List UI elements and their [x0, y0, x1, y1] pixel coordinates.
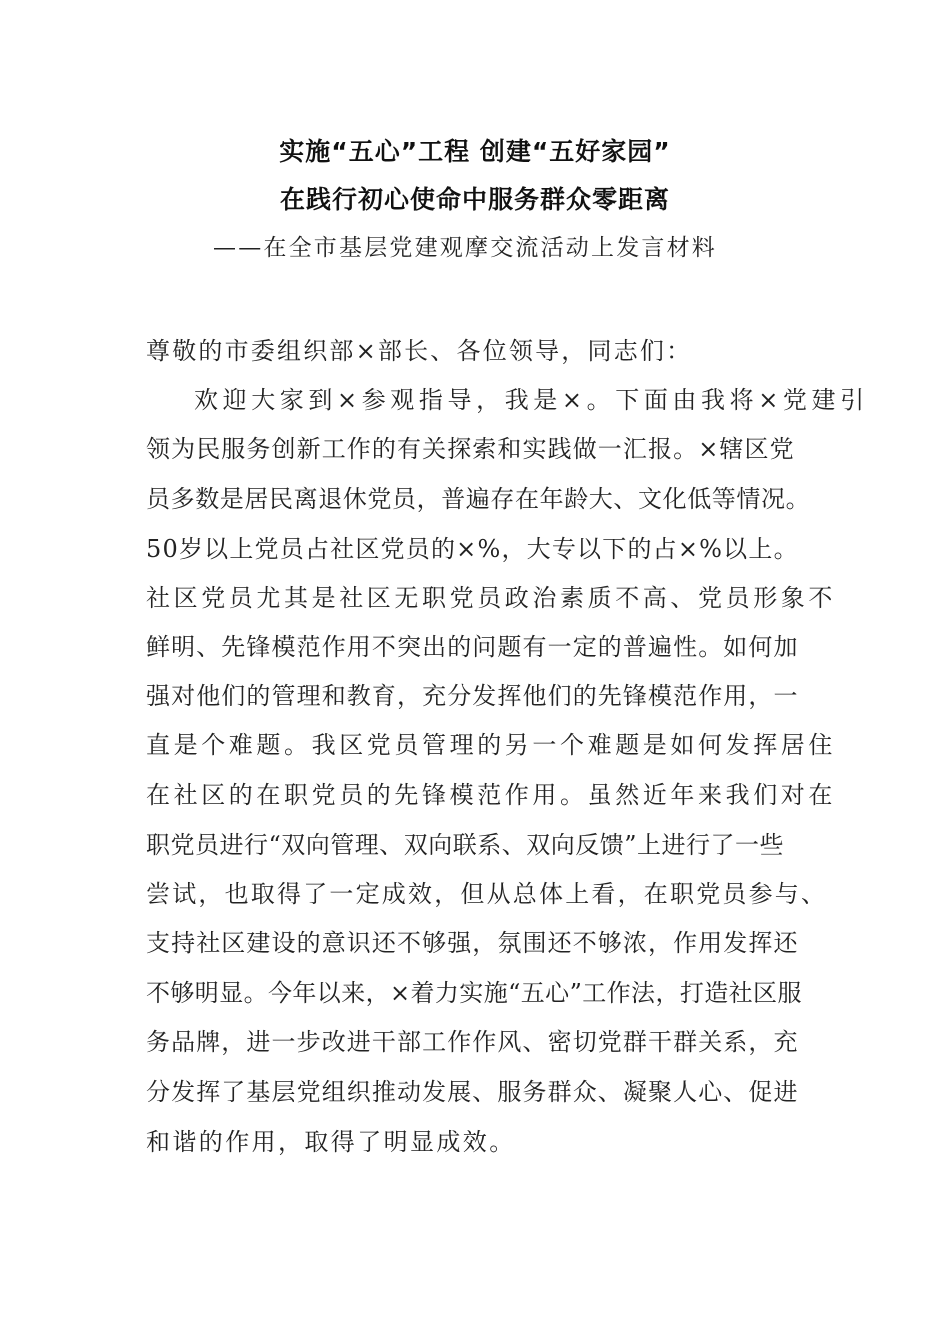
body-line: 员多数是居民离退休党员，普遍存在年龄大、文化低等情况。	[146, 485, 811, 513]
document-subtitle: ——在全市基层党建观摩交流活动上发言材料	[213, 235, 717, 261]
body-line: 强对他们的管理和教育，充分发挥他们的先锋模范作用，一	[146, 682, 799, 710]
body-line: 在社区的在职党员的先锋模范作用。虽然近年来我们对在	[146, 781, 836, 809]
body-line: 欢迎大家到×参观指导，我是×。下面由我将×党建引	[194, 386, 869, 414]
body-line: 尝试，也取得了一定成效，但从总体上看，在职党员参与、	[146, 880, 828, 908]
salutation: 尊敬的市委组织部×部长、各位领导，同志们：	[146, 337, 693, 365]
body-line: 直是个难题。我区党员管理的另一个难题是如何发挥居住	[146, 731, 836, 759]
body-line: 职党员进行“双向管理、双向联系、双向反馈”上进行了一些	[146, 831, 785, 859]
body-line: 社区党员尤其是社区无职党员政治素质不高、党员形象不	[146, 584, 836, 612]
body-line: 务品牌，进一步改进干部工作作风、密切党群干群关系，充	[146, 1028, 799, 1056]
document-title-line-1: 实施“五心”工程 创建“五好家园”	[279, 137, 671, 166]
body-line: 鲜明、先锋模范作用不突出的问题有一定的普遍性。如何加	[146, 633, 799, 661]
body-line: 不够明显。今年以来，×着力实施“五心”工作法，打造社区服	[146, 979, 802, 1007]
body-line: 和谐的作用，取得了明显成效。	[146, 1128, 516, 1156]
body-line: 支持社区建设的意识还不够强，氛围还不够浓，作用发挥还	[146, 929, 799, 957]
body-line: 领为民服务创新工作的有关探索和实践做一汇报。×辖区党	[146, 435, 795, 463]
body-line: 50岁以上党员占社区党员的×%，大专以下的占×%以上。	[146, 535, 799, 563]
body-line: 分发挥了基层党组织推动发展、服务群众、凝聚人心、促进	[146, 1078, 799, 1106]
document-title-line-2: 在践行初心使命中服务群众零距离	[279, 185, 670, 214]
